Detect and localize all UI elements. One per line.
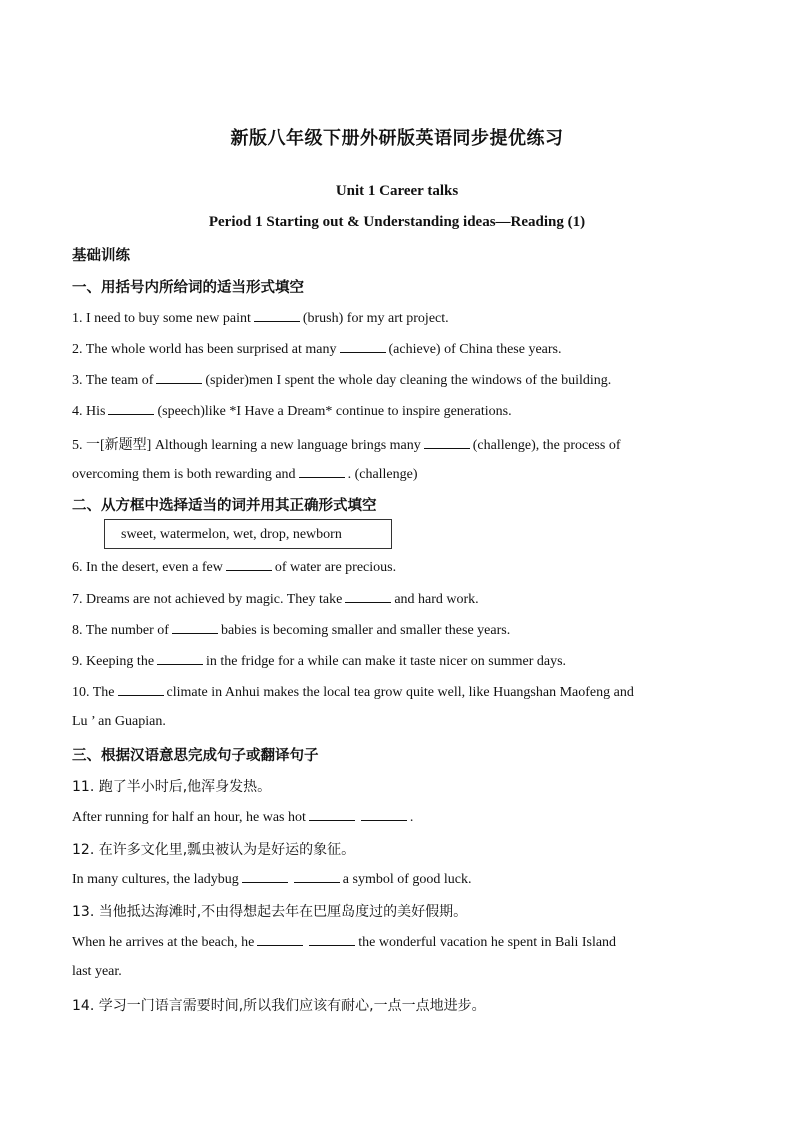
question-10 (72, 683, 722, 701)
answer-blank (226, 558, 272, 571)
answer-blank (157, 652, 203, 665)
question-5 (72, 434, 722, 454)
question-10-cont: Lu ’ an Guapian. (72, 714, 166, 729)
question-4 (72, 402, 722, 420)
period-title: Period 1 Starting out & Understanding ideas—Reading (1) (208, 214, 586, 230)
q4-text-b: (speech)like *I Have a Dream* continue to inspire generations. (157, 404, 512, 419)
word-box: sweet, watermelon, wet, drop, newborn (104, 519, 392, 549)
question-13-english-cont: last year. (72, 964, 122, 979)
q5b-text-b: . (challenge) (347, 467, 418, 482)
answer-blank (345, 590, 391, 603)
q12-text-b: a symbol of good luck. (342, 872, 472, 887)
q13-text-a: When he arrives at the beach, he (72, 935, 255, 950)
q11-text-b: . (409, 810, 414, 825)
answer-blank (424, 436, 470, 449)
question-13-english (72, 933, 722, 951)
question-5-cont (72, 465, 722, 483)
question-7 (72, 590, 722, 608)
section3-heading: 三、根据汉语意思完成句子或翻译句子 (72, 748, 319, 764)
q2-text-b: (achieve) of China these years. (388, 342, 562, 357)
question-11-english (72, 808, 722, 826)
question-2 (72, 340, 722, 358)
question-11-chinese: 11. 跑了半小时后,他浑身发热。 (72, 779, 272, 795)
answer-blank (242, 870, 288, 883)
q3-text-b: (spider)men I spent the whole day cleaning the windows of the building. (205, 373, 612, 388)
answer-blank (299, 465, 345, 478)
answer-blank (257, 933, 303, 946)
unit-title: Unit 1 Career talks (335, 183, 459, 199)
question-12-english (72, 870, 722, 888)
q12-text-a: In many cultures, the ladybug (72, 872, 239, 887)
section1-heading: 一、用括号内所给词的适当形式填空 (72, 280, 304, 296)
q10-text-b: climate in Anhui makes the local tea grow quite well, like Huangshan Maofeng and (166, 685, 634, 700)
q10-text-a: 10. The (72, 685, 115, 700)
q5-text-a: 5. 一[新题型] Although learning a new language brings many (72, 438, 421, 453)
question-8 (72, 621, 722, 639)
q7-text-a: 7. Dreams are not achieved by magic. They take (72, 592, 343, 607)
q1-text-b: (brush) for my art project. (302, 311, 449, 326)
q4-text-a: 4. His (72, 404, 106, 419)
question-3 (72, 371, 722, 389)
q3-text-a: 3. The team of (72, 373, 154, 388)
q13-text-b: the wonderful vacation he spent in Bali Island (358, 935, 617, 950)
q6-text-b: of water are precious. (274, 560, 397, 575)
q5b-text-a: overcoming them is both rewarding and (72, 467, 296, 482)
question-12-chinese: 12. 在许多文化里,瓢虫被认为是好运的象征。 (72, 842, 356, 858)
question-14-chinese: 14. 学习一门语言需要时间,所以我们应该有耐心,一点一点地进步。 (72, 998, 486, 1014)
question-1 (72, 309, 722, 327)
answer-blank (118, 683, 164, 696)
answer-blank (172, 621, 218, 634)
question-9 (72, 652, 722, 670)
answer-blank (294, 870, 340, 883)
q6-text-a: 6. In the desert, even a few (72, 560, 223, 575)
answer-blank (309, 933, 355, 946)
q9-text-b: in the fridge for a while can make it taste nicer on summer days. (206, 654, 567, 669)
q8-text-a: 8. The number of (72, 623, 169, 638)
document-title: 新版八年级下册外研版英语同步提优练习 (230, 128, 564, 149)
question-13-chinese: 13. 当他抵达海滩时,不由得想起去年在巴厘岛度过的美好假期。 (72, 904, 468, 920)
q2-text-a: 2. The whole world has been surprised at many (72, 342, 337, 357)
basic-training-heading: 基础训练 (72, 248, 130, 264)
q5-text-b: (challenge), the process of (472, 438, 621, 453)
q11-text-a: After running for half an hour, he was hot (72, 810, 306, 825)
answer-blank (108, 402, 154, 415)
q9-text-a: 9. Keeping the (72, 654, 155, 669)
section2-heading: 二、从方框中选择适当的词并用其正确形式填空 (72, 498, 377, 514)
answer-blank (254, 309, 300, 322)
answer-blank (340, 340, 386, 353)
answer-blank (361, 808, 407, 821)
q8-text-b: babies is becoming smaller and smaller these years. (220, 623, 511, 638)
q1-text-a: 1. I need to buy some new paint (72, 311, 251, 326)
answer-blank (309, 808, 355, 821)
q7-text-b: and hard work. (394, 592, 479, 607)
question-6 (72, 558, 722, 576)
answer-blank (156, 371, 202, 384)
